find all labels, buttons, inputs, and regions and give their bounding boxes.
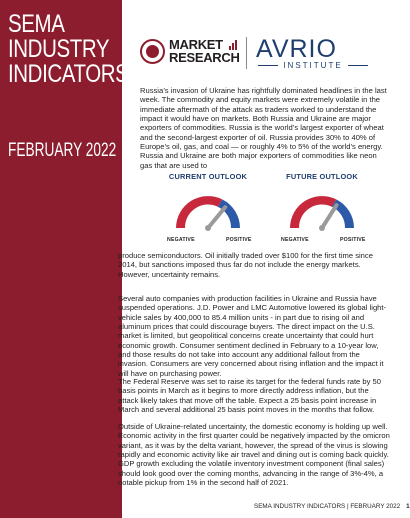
gauge-negative-arc <box>176 196 222 228</box>
future-outlook <box>262 172 382 244</box>
avrio-logo: AVRIO <box>256 35 337 63</box>
current-outlook-gauge <box>170 184 246 236</box>
future-outlook-gauge <box>284 184 360 236</box>
issue-date: FEBRUARY 2022 <box>8 140 117 161</box>
gauge-hub <box>205 225 211 231</box>
current-outlook <box>148 172 268 244</box>
intro-paragraph: Russia’s invasion of Ukraine has rightfully dominated headlines in the last week. The commodity and equity markets were extremely volatile in the immediate aftermath of the attack as traders worked to understand the impact it would have on markets. Both Russia and Ukraine are major exporters of commodities. Russia is the world’s largest exporter of wheat and the second-largest exporter of oil. Russia provides 30% to 40% of Europe’s oil, gas, and coal — or roughly 4% to 5% of the world’s energy. Russia and Ukraine are both major exporters of commodities like neon gas that are used to <box>140 86 387 170</box>
market-research-line2: RESEARCH <box>169 50 240 65</box>
page-footer <box>254 503 410 510</box>
current-outlook-title: CURRENT OUTLOOK <box>168 172 248 181</box>
federal-reserve-paragraph: The Federal Reserve was set to raise its target for the federal funds rate by 50 basis points in March as it begins to more directly address inflation, but the attack likely takes that move off the table. Expect a 25 basis point increase in March and several additional 25 basis point moves in the months that follow. <box>118 377 381 415</box>
footer-text: SEMA INDUSTRY INDICATORS | FEBRUARY 2022 <box>254 503 401 510</box>
market-research-line1: MARKET <box>169 37 223 52</box>
sidebar <box>0 0 129 518</box>
intro-paragraph-continued: produce semiconductors. Oil initially traded over $100 for the first time since 2014, but sanctions imposed thus far do not include the energy markets. However, uncertainty remains. <box>118 251 373 279</box>
gauge-negative-arc <box>290 196 336 228</box>
logo-divider <box>246 37 247 69</box>
title-line-1: SEMA <box>8 10 65 38</box>
publication-title <box>8 10 129 88</box>
title-line-3: INDICATORS <box>8 60 129 88</box>
gauge-needle <box>322 205 337 228</box>
current-positive-label: POSITIVE <box>226 237 252 243</box>
future-outlook-title: FUTURE OUTLOOK <box>286 172 358 181</box>
logo-bar <box>140 37 390 77</box>
future-positive-label: POSITIVE <box>340 237 366 243</box>
avrio-rule-right <box>348 65 368 66</box>
current-negative-label: NEGATIVE <box>167 237 195 243</box>
bar-chart-icon <box>229 39 239 50</box>
auto-industry-paragraph: Several auto companies with production facilities in Ukraine and Russia have suspended operations. J.D. Power and LMC Automotive lowered its global light-vehicle sales by 400,000 to 85.4 million units - in part due to rising oil and aluminum prices that could discourage buyers. The direct impact on the U.S. market is limited, but geopolitical concerns create uncertainty that could hurt economic growth. Consumer sentiment declined in February to a 10-year low, and those results do not take into account any additional fallout from the invasion. Consumers are very concerned about rising inflation and the impact it will have on purchasing power. <box>118 294 387 378</box>
title-line-2: INDUSTRY <box>8 35 110 63</box>
gauge-hub <box>319 225 325 231</box>
domestic-economy-paragraph: Outside of Ukraine-related uncertainty, the domestic economy is holding up well. Economic activity in the first quarter could be negatively impacted by the omicron variant, as it was by the delta variant, however, the spread of the virus is slowing rapidly and economic activity like air travel and dining out is coming back quickly. GDP growth excluding the volatile inventory investment component (final sales) should look good over the coming months, advancing in the range of 3%-4%, a notable pickup from 1% in the second half of 2021. <box>118 422 390 488</box>
market-research-seal-icon <box>140 39 165 64</box>
page-number: 1 <box>406 503 410 510</box>
gauge-needle <box>208 207 225 228</box>
avrio-institute-label: INSTITUTE <box>283 61 343 70</box>
future-negative-label: NEGATIVE <box>281 237 309 243</box>
